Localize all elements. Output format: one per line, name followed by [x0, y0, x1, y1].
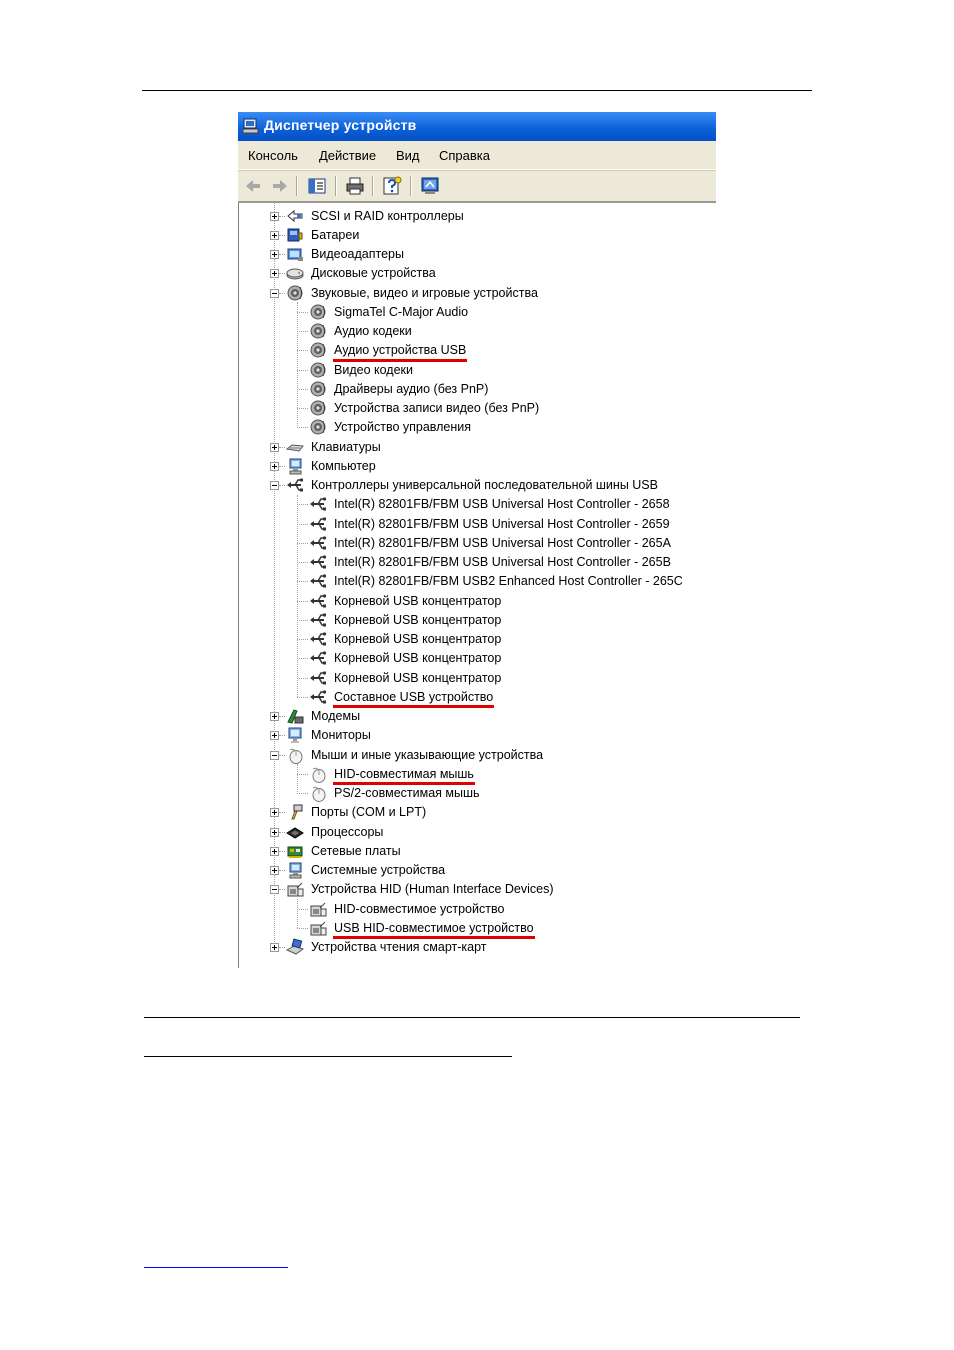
- tree-connector: [297, 793, 308, 794]
- usb-icon: [309, 553, 327, 571]
- link-underline[interactable]: [144, 1267, 288, 1268]
- tree-category[interactable]: [239, 207, 717, 226]
- tree-item-label: Корневой USB концентратор: [334, 651, 502, 666]
- tree-connector: [297, 370, 308, 371]
- tree-item-label: PS/2-совместимая мышь: [334, 786, 480, 800]
- tree-item-label: Intel(R) 82801FB/FBM USB Universal Host Controller - 2659: [334, 516, 670, 531]
- tree-device[interactable]: [239, 399, 717, 418]
- red-highlight-underline: [333, 705, 494, 708]
- tree-item-label: Процессоры: [311, 824, 384, 839]
- tree-item-label: Контроллеры универсальной последовательной шины USB: [311, 478, 658, 492]
- sound-icon: [309, 361, 327, 379]
- tree-connector: [279, 947, 285, 948]
- usb-icon: [286, 476, 304, 494]
- tree-category[interactable]: [239, 823, 717, 842]
- tree-category[interactable]: [239, 476, 717, 495]
- tree-connector: [297, 678, 308, 679]
- tree-item-label: Видео кодеки: [334, 362, 413, 377]
- tree-connector: [279, 889, 285, 890]
- document-rule: [144, 1017, 800, 1018]
- device-tree: [238, 203, 717, 968]
- tree-item-label: Intel(R) 82801FB/FBM USB Universal Host Controller - 265A: [334, 535, 671, 550]
- collapse-minus-icon[interactable]: [270, 289, 279, 298]
- forward-arrow-icon[interactable]: [269, 175, 291, 197]
- scsi-icon: [286, 207, 304, 225]
- tree-item-label: Компьютер: [311, 458, 376, 473]
- expand-plus-icon[interactable]: [270, 231, 279, 240]
- tree-item-label: Intel(R) 82801FB/FBM USB2 Enhanced Host Controller - 265C: [334, 574, 683, 589]
- top-rule: [142, 90, 812, 91]
- tree-item-label: Корневой USB концентратор: [334, 612, 502, 627]
- tree-device[interactable]: [239, 380, 717, 399]
- tree-connector: [297, 658, 308, 659]
- tree-item-label: Аудио устройства USB: [334, 343, 467, 358]
- tree-device[interactable]: [239, 553, 717, 572]
- tree-item-label: HID-совместимая мышь: [334, 766, 474, 781]
- tree-item-label: Устройство управления: [334, 420, 472, 435]
- tree-item-label: SigmaTel C-Major Audio: [334, 304, 469, 319]
- expand-plus-icon[interactable]: [270, 443, 279, 452]
- system-device-icon: [286, 861, 304, 879]
- tree-connector: [297, 427, 308, 428]
- toolbar-separator: [410, 176, 412, 196]
- display-adapter-icon: [286, 245, 304, 263]
- tree-connector: [279, 716, 285, 717]
- tree-item-label: Корневой USB концентратор: [334, 670, 502, 685]
- usb-icon: [309, 592, 327, 610]
- tree-connector: [279, 851, 285, 852]
- collapse-minus-icon[interactable]: [270, 481, 279, 490]
- tree-connector: [297, 620, 308, 621]
- usb-icon: [309, 572, 327, 590]
- tree-connector: [279, 735, 285, 736]
- mouse-icon: [286, 746, 304, 764]
- usb-icon: [309, 534, 327, 552]
- expand-plus-icon[interactable]: [270, 847, 279, 856]
- tree-device[interactable]: [239, 322, 717, 341]
- tree-category[interactable]: [239, 842, 717, 861]
- tree-category[interactable]: [239, 861, 717, 880]
- tree-connector: [297, 639, 308, 640]
- disk-icon: [286, 264, 304, 282]
- mouse-icon: [309, 765, 327, 783]
- tree-connector: [297, 562, 308, 563]
- modem-icon: [286, 707, 304, 725]
- tree-device[interactable]: [239, 515, 717, 534]
- tree-connector: [297, 928, 308, 929]
- expand-plus-icon[interactable]: [270, 866, 279, 875]
- usb-icon: [309, 630, 327, 648]
- tree-category[interactable]: [239, 226, 717, 245]
- collapse-minus-icon[interactable]: [270, 751, 279, 760]
- tree-connector: [297, 909, 308, 910]
- tree-item-label: USB HID-совместимое устройство: [334, 920, 534, 935]
- tree-device[interactable]: [239, 765, 717, 784]
- tree-category[interactable]: [239, 707, 717, 726]
- window-title: Диспетчер устройств: [264, 117, 417, 133]
- toolbar-separator: [335, 176, 337, 196]
- expand-plus-icon[interactable]: [270, 943, 279, 952]
- tree-category[interactable]: [239, 284, 717, 303]
- tree-device[interactable]: [239, 534, 717, 553]
- keyboard-icon: [286, 438, 304, 456]
- tree-item-label: SCSI и RAID контроллеры: [311, 208, 464, 223]
- hid-icon: [286, 880, 304, 898]
- menu-bar: [238, 141, 716, 170]
- tree-item-label: Дисковые устройства: [311, 266, 436, 281]
- red-highlight-underline: [333, 936, 535, 939]
- tree-item-label: Аудио кодеки: [334, 324, 412, 338]
- device-manager-icon: [242, 117, 260, 135]
- tree-device[interactable]: [239, 630, 717, 649]
- tree-item-label: Сетевые платы: [311, 843, 401, 858]
- tree-connector: [297, 543, 308, 544]
- tree-category[interactable]: [239, 726, 717, 745]
- tree-connector: [297, 504, 308, 505]
- usb-icon: [309, 515, 327, 533]
- sound-icon: [309, 380, 327, 398]
- toolbar: [238, 170, 716, 203]
- battery-icon: [286, 226, 304, 244]
- toolbar-separator: [372, 176, 374, 196]
- tree-item-label: Мониторы: [311, 728, 371, 743]
- tree-device[interactable]: [239, 495, 717, 514]
- tree-category[interactable]: [239, 457, 717, 476]
- expand-plus-icon[interactable]: [270, 808, 279, 817]
- sound-icon: [309, 418, 327, 436]
- properties-panel-icon[interactable]: [306, 175, 328, 197]
- hid-icon: [309, 919, 327, 937]
- tree-connector: [297, 524, 308, 525]
- tree-device[interactable]: [239, 919, 717, 938]
- document-rule: [144, 1056, 512, 1057]
- tree-category[interactable]: [239, 264, 717, 283]
- tree-device[interactable]: [239, 418, 717, 437]
- expand-plus-icon[interactable]: [270, 828, 279, 837]
- scan-hardware-icon[interactable]: [419, 175, 441, 197]
- tree-connector: [279, 273, 285, 274]
- tree-device[interactable]: [239, 900, 717, 919]
- port-icon: [286, 803, 304, 821]
- tree-connector: [279, 812, 285, 813]
- tree-category[interactable]: [239, 746, 717, 765]
- tree-connector: [279, 755, 285, 756]
- tree-item-label: Устройства чтения смарт-карт: [311, 940, 487, 954]
- tree-device[interactable]: [239, 611, 717, 630]
- expand-plus-icon[interactable]: [270, 731, 279, 740]
- tree-item-label: Порты (COM и LPT): [311, 805, 427, 820]
- tree-item-label: Устройства записи видео (без PnP): [334, 401, 540, 415]
- back-arrow-icon[interactable]: [242, 175, 264, 197]
- tree-item-label: Составное USB устройство: [334, 689, 494, 704]
- usb-icon: [309, 649, 327, 667]
- tree-category[interactable]: [239, 438, 717, 457]
- tree-item-label: Устройства HID (Human Interface Devices): [311, 882, 554, 897]
- tree-item-label: Батареи: [311, 227, 360, 242]
- tree-connector: [279, 870, 285, 871]
- tree-device[interactable]: [239, 361, 717, 380]
- help-icon[interactable]: [381, 175, 403, 197]
- network-card-icon: [286, 842, 304, 860]
- tree-connector: [279, 832, 285, 833]
- usb-icon: [309, 688, 327, 706]
- tree-device[interactable]: [239, 572, 717, 591]
- collapse-minus-icon[interactable]: [270, 885, 279, 894]
- expand-plus-icon[interactable]: [270, 269, 279, 278]
- tree-category[interactable]: [239, 245, 717, 264]
- tree-item-label: Системные устройства: [311, 863, 446, 877]
- menu-help[interactable]: Справка: [439, 148, 490, 163]
- tree-connector: [297, 350, 308, 351]
- tree-device[interactable]: [239, 784, 717, 803]
- sound-icon: [309, 399, 327, 417]
- smart-card-reader-icon: [286, 938, 304, 956]
- menu-console[interactable]: Консоль: [248, 148, 298, 163]
- tree-connector: [279, 466, 285, 467]
- tree-device[interactable]: [239, 341, 717, 360]
- usb-icon: [309, 495, 327, 513]
- menu-action[interactable]: Действие: [319, 148, 377, 163]
- tree-connector: [279, 235, 285, 236]
- tree-item-label: Intel(R) 82801FB/FBM USB Universal Host Controller - 265B: [334, 555, 671, 569]
- print-icon[interactable]: [344, 175, 366, 197]
- tree-category[interactable]: [239, 938, 717, 957]
- tree-connector: [279, 216, 285, 217]
- tree-item-label: Корневой USB концентратор: [334, 593, 502, 608]
- sound-icon: [309, 341, 327, 359]
- expand-plus-icon[interactable]: [270, 250, 279, 259]
- expand-plus-icon[interactable]: [270, 212, 279, 221]
- tree-connector: [297, 601, 308, 602]
- sound-icon: [309, 322, 327, 340]
- title-bar[interactable]: [238, 112, 716, 141]
- toolbar-separator: [296, 176, 298, 196]
- tree-device[interactable]: [239, 649, 717, 668]
- tree-connector: [297, 697, 308, 698]
- tree-item-label: Модемы: [311, 709, 361, 723]
- tree-connector: [297, 408, 308, 409]
- tree-item-label: Клавиатуры: [311, 439, 381, 454]
- tree-item-label: HID-совместимое устройство: [334, 901, 505, 916]
- tree-connector: [279, 254, 285, 255]
- tree-device[interactable]: [239, 688, 717, 707]
- computer-icon: [286, 457, 304, 475]
- tree-connector: [279, 485, 285, 486]
- usb-icon: [309, 669, 327, 687]
- tree-connector: [279, 293, 285, 294]
- sound-icon: [309, 303, 327, 321]
- tree-device[interactable]: [239, 669, 717, 688]
- tree-category[interactable]: [239, 803, 717, 822]
- tree-category[interactable]: [239, 880, 717, 899]
- tree-connector: [297, 331, 308, 332]
- expand-plus-icon[interactable]: [270, 712, 279, 721]
- tree-connector: [279, 447, 285, 448]
- tree-item-label: Видеоадаптеры: [311, 247, 404, 261]
- menu-view[interactable]: Вид: [396, 148, 420, 163]
- tree-item-label: Драйверы аудио (без PnP): [334, 381, 489, 396]
- red-highlight-underline: [333, 359, 467, 362]
- tree-connector: [297, 581, 308, 582]
- expand-plus-icon[interactable]: [270, 462, 279, 471]
- device-manager-window: [238, 112, 716, 968]
- tree-item-label: Корневой USB концентратор: [334, 632, 502, 646]
- tree-device[interactable]: [239, 303, 717, 322]
- sound-icon: [286, 284, 304, 302]
- processor-icon: [286, 823, 304, 841]
- mouse-icon: [309, 784, 327, 802]
- tree-connector: [297, 312, 308, 313]
- tree-device[interactable]: [239, 592, 717, 611]
- tree-item-label: Intel(R) 82801FB/FBM USB Universal Host Controller - 2658: [334, 497, 670, 512]
- tree-connector: [297, 389, 308, 390]
- tree-item-label: Мыши и иные указывающие устройства: [311, 747, 544, 762]
- hid-icon: [309, 900, 327, 918]
- red-highlight-underline: [333, 782, 475, 785]
- tree-connector: [297, 774, 308, 775]
- usb-icon: [309, 611, 327, 629]
- monitor-icon: [286, 726, 304, 744]
- tree-item-label: Звуковые, видео и игровые устройства: [311, 285, 538, 300]
